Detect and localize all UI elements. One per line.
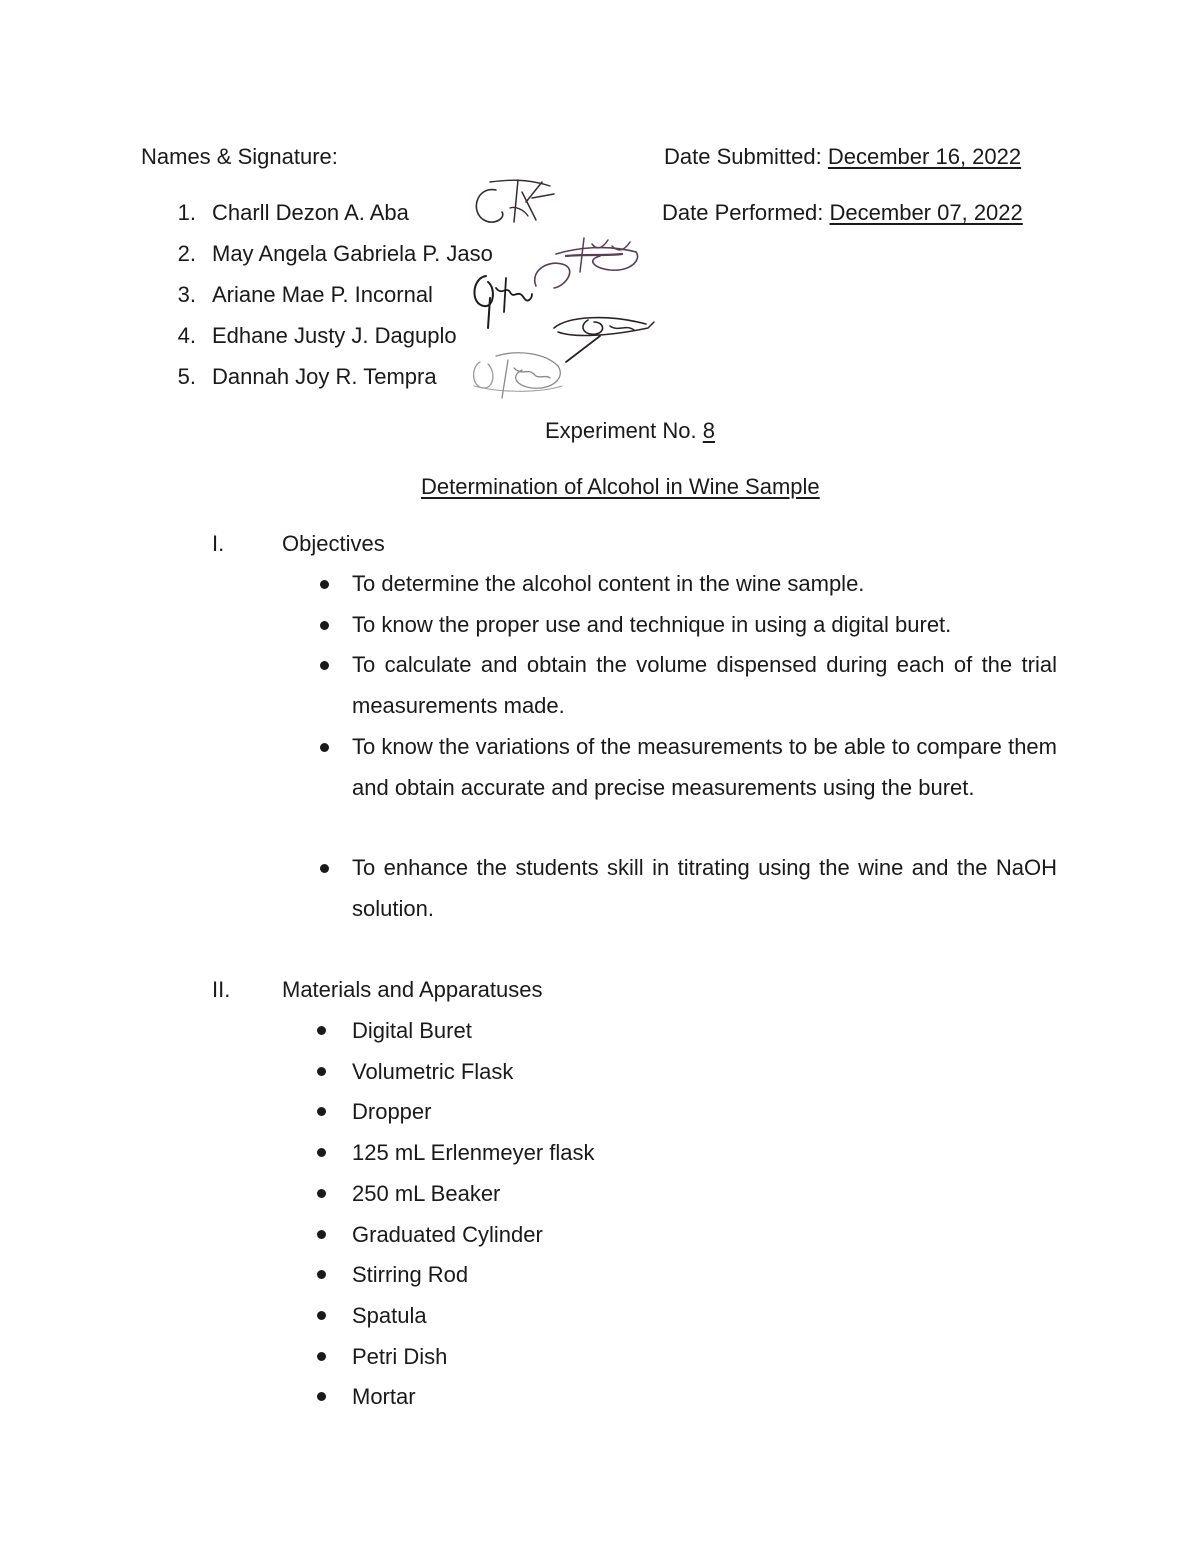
list-item: Petri Dish bbox=[352, 1344, 448, 1369]
list-item: To know the proper use and technique in using a digital buret. bbox=[352, 612, 952, 637]
names-signature-label: Names & Signature: bbox=[141, 144, 338, 169]
list-item: Mortar bbox=[352, 1384, 416, 1409]
bullet-icon bbox=[317, 1311, 326, 1320]
list-item: Dropper bbox=[352, 1099, 432, 1124]
bullet-icon bbox=[317, 1230, 326, 1239]
experiment-number-value: 8 bbox=[702, 418, 715, 443]
date-performed-label: Date Performed: bbox=[662, 200, 824, 225]
bullet-icon bbox=[317, 1026, 326, 1035]
member-number: 5. bbox=[177, 364, 196, 389]
date-submitted-value: December 16, 2022 bbox=[827, 144, 1022, 169]
list-item: Spatula bbox=[352, 1303, 427, 1328]
member-name: May Angela Gabriela P. Jaso bbox=[212, 241, 493, 266]
date-performed bbox=[662, 202, 1023, 224]
bullet-icon bbox=[317, 1270, 326, 1279]
bullet-icon bbox=[320, 864, 329, 873]
bullet-icon bbox=[317, 1189, 326, 1198]
experiment-title: Determination of Alcohol in Wine Sample bbox=[421, 474, 820, 499]
date-submitted-label: Date Submitted: bbox=[664, 144, 822, 169]
bullet-icon bbox=[317, 1107, 326, 1116]
list-item: To know the variations of the measurements to be able to compare them and obtain accurate and precise measurements using the buret. bbox=[352, 734, 1057, 800]
section-title: Objectives bbox=[282, 531, 385, 556]
bullet-icon bbox=[320, 580, 329, 589]
bullet-icon bbox=[320, 743, 329, 752]
section-numeral: I. bbox=[212, 531, 225, 556]
section-numeral: II. bbox=[212, 977, 231, 1002]
member-name: Charll Dezon A. Aba bbox=[212, 200, 409, 225]
member-number: 1. bbox=[177, 200, 196, 225]
signature-1 bbox=[466, 172, 566, 232]
bullet-icon bbox=[320, 621, 329, 630]
list-item: To enhance the students skill in titrating using the wine and the NaOH solution. bbox=[352, 855, 1057, 921]
signature-3 bbox=[466, 268, 536, 332]
member-number: 2. bbox=[177, 241, 196, 266]
list-item: To calculate and obtain the volume dispensed during each of the trial measurements made. bbox=[352, 652, 1057, 718]
list-item: 250 mL Beaker bbox=[352, 1181, 501, 1206]
bullet-icon bbox=[320, 661, 329, 670]
list-item: Digital Buret bbox=[352, 1018, 472, 1043]
member-number: 3. bbox=[177, 282, 196, 307]
date-submitted bbox=[664, 146, 1021, 168]
experiment-number bbox=[545, 420, 715, 442]
member-name: Edhane Justy J. Daguplo bbox=[212, 323, 457, 348]
list-item: 125 mL Erlenmeyer flask bbox=[352, 1140, 595, 1165]
list-item: Graduated Cylinder bbox=[352, 1222, 543, 1247]
bullet-icon bbox=[317, 1067, 326, 1076]
date-performed-value: December 07, 2022 bbox=[829, 200, 1023, 225]
list-item: Volumetric Flask bbox=[352, 1059, 514, 1084]
section-title: Materials and Apparatuses bbox=[282, 977, 543, 1002]
member-name: Ariane Mae P. Incornal bbox=[212, 282, 433, 307]
experiment-label: Experiment No. bbox=[545, 418, 697, 443]
bullet-icon bbox=[317, 1148, 326, 1157]
member-name: Dannah Joy R. Tempra bbox=[212, 364, 437, 389]
signature-5 bbox=[466, 346, 570, 402]
signature-2 bbox=[526, 226, 646, 298]
member-number: 4. bbox=[177, 323, 196, 348]
bullet-icon bbox=[317, 1392, 326, 1401]
list-item: To determine the alcohol content in the wine sample. bbox=[352, 571, 865, 596]
list-item: Stirring Rod bbox=[352, 1262, 469, 1287]
bullet-icon bbox=[317, 1352, 326, 1361]
